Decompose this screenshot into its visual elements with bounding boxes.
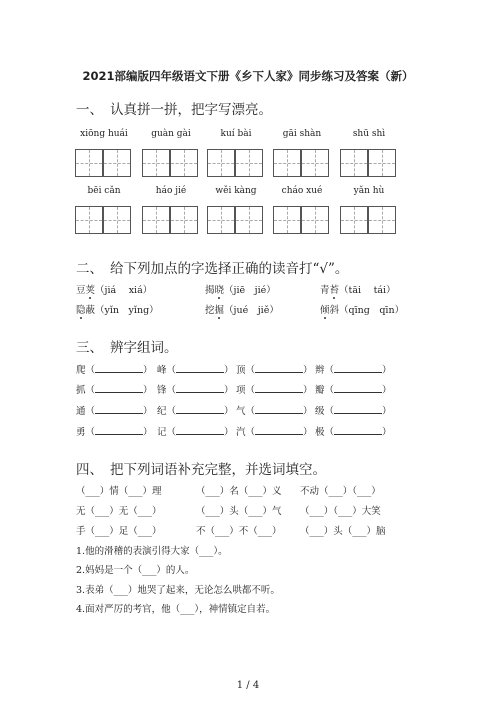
answer-blank[interactable] [255,434,303,435]
paren-close: ） [303,385,313,396]
section4-number: 四、 [76,462,103,478]
pronunciation-item [205,302,279,316]
idiom-item: 手（___）足（___） [76,526,162,537]
paren-close: ） [382,427,392,438]
character: 勇 [76,427,86,438]
writing-grid [142,206,170,234]
word-group-item [315,403,392,417]
word-group-item [315,362,392,376]
dotted-char: 隐 [76,305,86,316]
character: 纪 [157,406,167,417]
pronunciation-item [320,282,396,296]
idiom-item: （___）名（___）义 [196,486,282,497]
answer-blank[interactable] [176,372,224,373]
pinyin-options: （jiē jié） [224,285,276,296]
word [320,305,339,316]
writing-grid [301,206,329,234]
pronunciation-item [205,282,276,296]
word-group-item [76,382,153,396]
section4-heading-text: 把下列词语补充完整，并选词填空。 [110,462,326,478]
writing-grid [207,206,235,234]
pronunciation-item [76,282,152,296]
paren-open: （ [245,365,256,376]
paren-close: ） [224,406,234,417]
pinyin-options: （qīng qīn） [339,305,405,316]
character: 瓣 [315,385,325,396]
paren-open: （ [166,427,177,438]
paren-open: （ [324,385,335,396]
word [205,305,224,316]
fill-sentence: 4.面对严厉的考官，他（___），神情镇定自若。 [76,604,276,615]
answer-blank[interactable] [334,434,382,435]
word-part: 青 [320,285,330,296]
writing-grid [75,149,103,177]
paren-open: （ [85,365,96,376]
answer-blank[interactable] [255,372,303,373]
paren-close: ） [143,427,153,438]
paren-close: ） [303,365,313,376]
word-group-item [315,382,392,396]
pinyin-label: gāi shàn [282,129,322,139]
section2-number: 二、 [76,261,103,277]
dotted-char: 荚 [85,285,96,296]
character: 锋 [157,385,167,396]
answer-blank[interactable] [255,413,303,414]
paren-open: （ [245,406,256,417]
word-group-item [157,382,234,396]
character: 级 [315,406,325,417]
word [76,305,95,316]
answer-blank[interactable] [334,372,382,373]
answer-blank[interactable] [95,413,143,414]
pinyin-label: háo jié [155,186,187,196]
word-part: 挖 [205,305,215,316]
paren-open: （ [166,406,177,417]
word-group-item [76,424,153,438]
character: 气 [236,406,246,417]
answer-blank[interactable] [334,392,382,393]
answer-blank[interactable] [255,392,303,393]
writing-grid [340,206,368,234]
writing-grid [340,149,368,177]
section1-heading [76,98,272,118]
dotted-char: 苔 [329,285,340,296]
section3-heading-text: 辨字组词。 [110,340,178,356]
writing-grid [235,206,263,234]
pinyin-label: bēi cǎn [87,186,121,196]
word-group-item [236,403,313,417]
paren-close: ） [143,406,153,417]
paren-close: ） [224,385,234,396]
pronunciation-item [76,302,159,316]
idiom-item: 不动（___）（___） [300,486,381,497]
writing-grid [103,149,131,177]
pinyin-label: guàn gài [151,129,191,139]
paren-close: ） [143,365,153,376]
word-group-item [236,362,313,376]
section3-heading [76,336,178,356]
writing-grid [273,206,301,234]
word-group-item [157,403,234,417]
writing-grid [273,149,301,177]
paren-close: ） [382,406,392,417]
character: 极 [315,427,325,438]
answer-blank[interactable] [176,434,224,435]
fill-sentence: 1.他的滑稽的表演引得大家（___）。 [76,546,228,557]
pinyin-options: （jiá xiá） [95,285,153,296]
word [320,285,339,296]
character: 顶 [236,365,246,376]
writing-grid [142,149,170,177]
section1-number: 一、 [76,102,103,118]
character: 记 [157,427,167,438]
paren-open: （ [166,365,177,376]
writing-grid [368,149,396,177]
word-group-item [76,362,153,376]
fill-sentence: 3.表弟（___）地哭了起来，无论怎么哄都不听。 [76,585,280,596]
pinyin-label: xiōng huái [80,129,128,139]
pinyin-label: shū shì [352,129,386,139]
word-part: 豆 [76,285,86,296]
paren-open: （ [324,365,335,376]
dotted-char: 倾 [320,305,330,316]
answer-blank[interactable] [95,392,143,393]
pinyin-options: （jué jiě） [224,305,279,316]
paren-open: （ [245,385,256,396]
pinyin-label: cháo xué [281,186,323,196]
idiom-item: 不（___）不（___） [196,526,282,537]
paren-open: （ [85,427,96,438]
word-group-item [157,362,234,376]
answer-blank[interactable] [95,372,143,373]
character: 辫 [315,365,325,376]
writing-grid [235,149,263,177]
answer-blank[interactable] [176,392,224,393]
paren-close: ） [303,406,313,417]
answer-blank[interactable] [95,434,143,435]
character: 峰 [157,365,167,376]
word-group-item [157,424,234,438]
page-title: 2021部编版四年级语文下册《乡下人家》同步练习及答案（新） [82,69,414,83]
writing-grid [75,206,103,234]
dotted-char: 晓 [214,285,225,296]
pinyin-label: yǎn hù [353,186,385,196]
answer-blank[interactable] [334,413,382,414]
writing-grid [301,149,329,177]
character: 抓 [76,385,86,396]
word-group-item [315,424,392,438]
character: 项 [236,385,246,396]
character: 通 [76,406,86,417]
writing-grid [207,149,235,177]
paren-open: （ [324,406,335,417]
word-part: 蔽 [85,305,96,316]
paren-open: （ [245,427,256,438]
word [205,285,224,296]
writing-grid [368,206,396,234]
paren-close: ） [143,385,153,396]
idiom-item: （___）头（___）脑 [300,526,386,537]
answer-blank[interactable] [176,413,224,414]
paren-open: （ [166,385,177,396]
writing-grid [170,149,198,177]
section1-heading-text: 认真拼一拼，把字写漂亮。 [110,102,272,118]
paren-close: ） [382,365,392,376]
paren-open: （ [85,406,96,417]
section3-number: 三、 [76,340,103,356]
word-group-item [236,424,313,438]
idiom-item: （___）情（___）理 [76,486,162,497]
pronunciation-item [320,302,404,316]
section4-heading [76,458,326,478]
pinyin-options: （tāi tái） [339,285,396,296]
character: 汽 [236,427,246,438]
dotted-char: 掘 [214,305,225,316]
word [76,285,95,296]
paren-close: ） [224,427,234,438]
word-group-item [76,403,153,417]
idiom-item: （___）头（___）气 [196,506,282,517]
paren-open: （ [85,385,96,396]
word-part: 揭 [205,285,215,296]
fill-sentence: 2.妈妈是一个（___）的人。 [76,565,195,576]
pinyin-label: kuí bài [220,129,252,139]
page-number: 1 / 4 [236,680,260,691]
pinyin-label: wěi kàng [215,186,257,196]
section2-heading [76,257,348,277]
word-group-item [236,382,313,396]
paren-close: ） [224,365,234,376]
word-part: 斜 [329,305,340,316]
paren-close: ） [303,427,313,438]
idiom-item: 无（___）无（___） [76,506,162,517]
paren-close: ） [382,385,392,396]
writing-grid [170,206,198,234]
paren-open: （ [324,427,335,438]
idiom-item: （___）（___）大笑 [300,506,381,517]
character: 爬 [76,365,86,376]
writing-grid [103,206,131,234]
section2-heading-text: 给下列加点的字选择正确的读音打“√”。 [110,261,349,277]
pinyin-options: （yǐn yǐng） [95,305,159,316]
